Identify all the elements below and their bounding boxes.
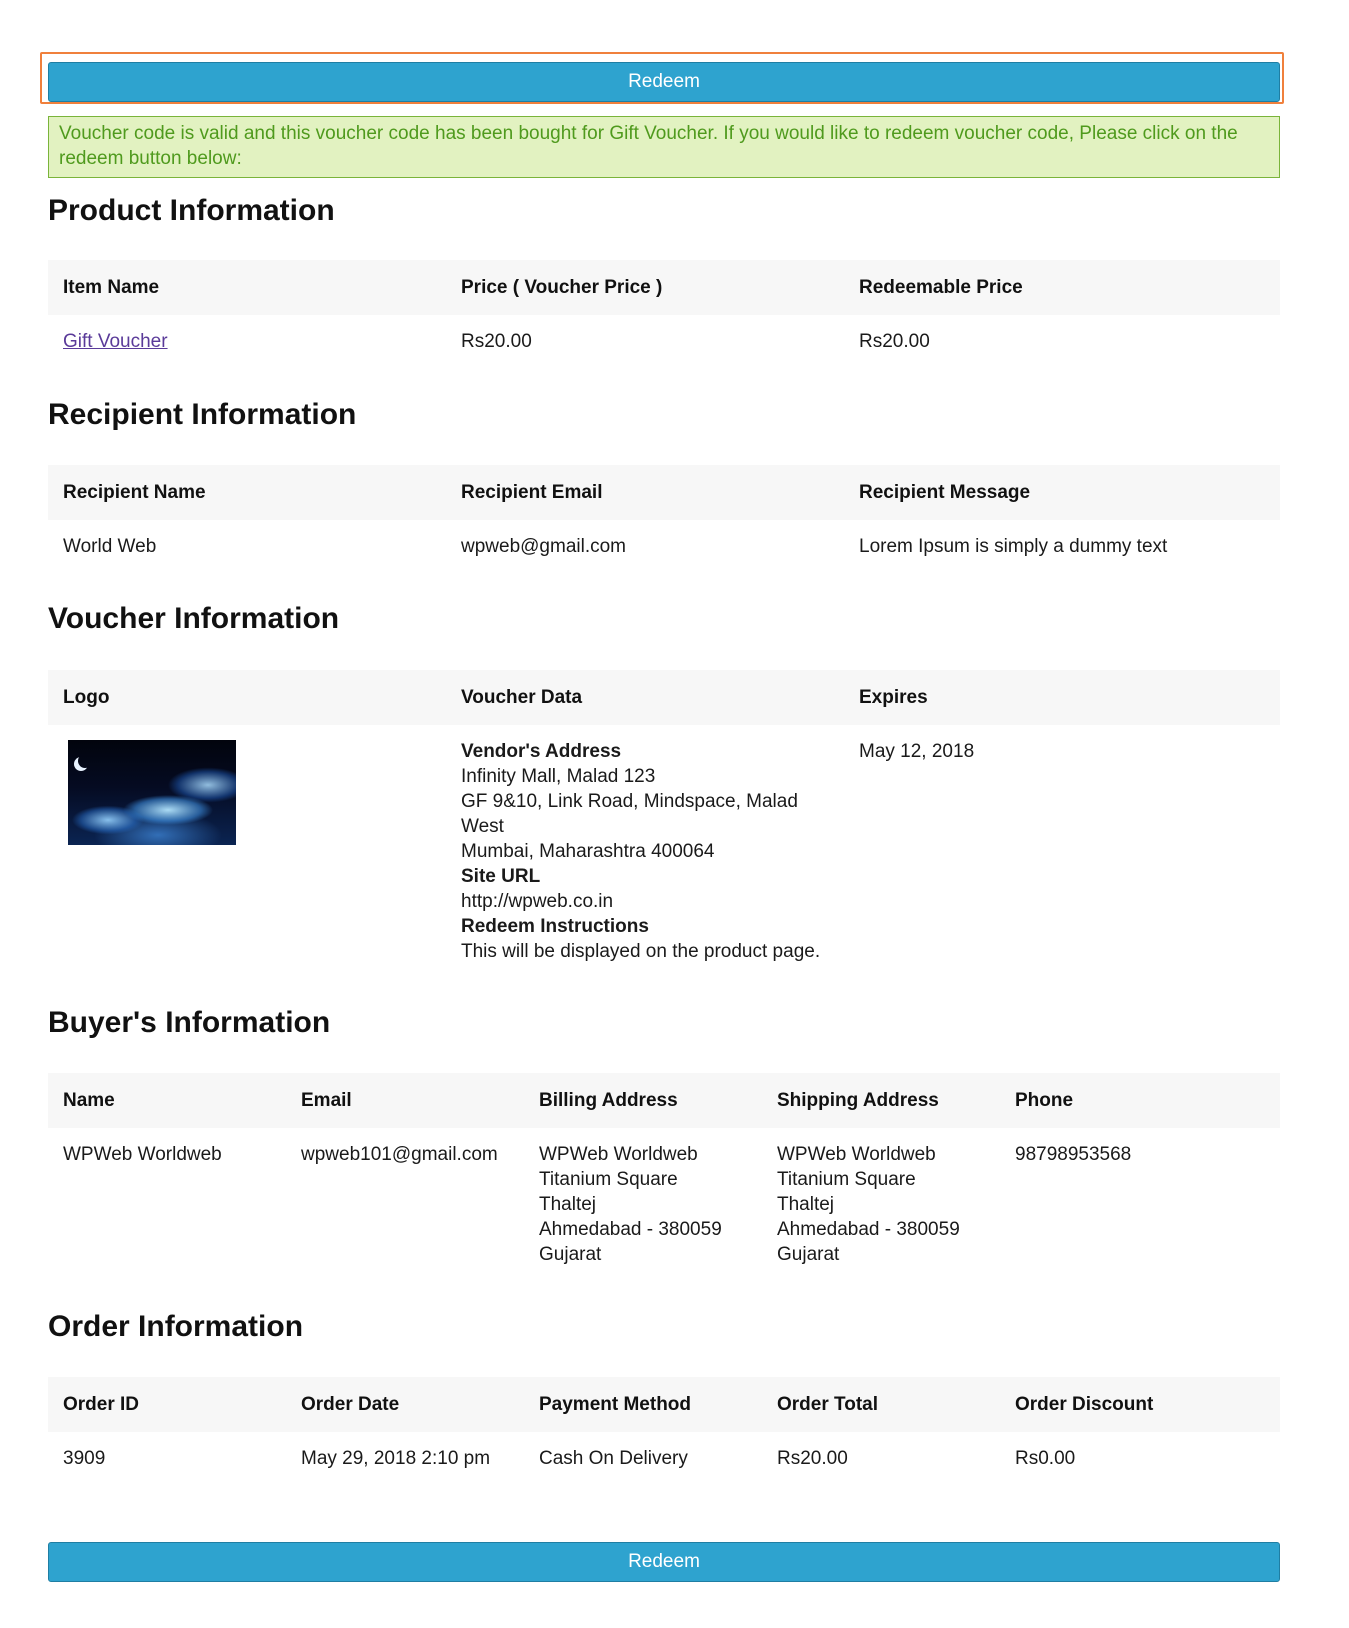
recipient-info-table	[48, 465, 1280, 575]
gift-voucher-link[interactable]: Gift Voucher	[63, 331, 168, 352]
column-header: Phone	[1000, 1073, 1280, 1128]
product-info-heading: Product Information	[48, 194, 335, 227]
column-header: Order Total	[762, 1377, 1000, 1432]
redeem-button-top[interactable]: Redeem	[48, 62, 1280, 102]
recipient-name: World Web	[63, 536, 157, 557]
payment-method: Cash On Delivery	[539, 1448, 688, 1469]
redeem-instructions: This will be displayed on the product page.	[461, 941, 821, 962]
table-row	[48, 520, 1280, 575]
column-header: Shipping Address	[762, 1073, 1000, 1128]
column-header: Order Discount	[1000, 1377, 1280, 1432]
column-header: Recipient Name	[48, 465, 446, 520]
buyer-info-heading: Buyer's Information	[48, 1006, 331, 1039]
buyer-info-table	[48, 1073, 1280, 1267]
column-header: Recipient Email	[446, 465, 844, 520]
table-header-row	[48, 670, 1280, 725]
table-row	[48, 725, 1280, 964]
table-header-row	[48, 1073, 1280, 1128]
order-info-heading: Order Information	[48, 1310, 304, 1343]
column-header: Voucher Data	[446, 670, 844, 725]
column-header: Expires	[844, 670, 1280, 725]
redeem-button-bottom[interactable]: Redeem	[48, 1542, 1280, 1582]
vendor-address-line: Mumbai, Maharashtra 400064	[461, 841, 715, 862]
address-line: Thaltej	[539, 1194, 597, 1215]
recipient-info-heading: Recipient Information	[48, 398, 357, 431]
voucher-info-heading: Voucher Information	[48, 602, 340, 635]
column-header: Item Name	[48, 260, 446, 315]
address-line: Titanium Square	[777, 1169, 916, 1190]
table-row	[48, 1432, 1280, 1487]
column-header: Payment Method	[524, 1377, 762, 1432]
column-header: Logo	[48, 670, 446, 725]
voucher-expires: May 12, 2018	[859, 741, 975, 762]
order-total: Rs20.00	[777, 1448, 848, 1469]
address-line: WPWeb Worldweb	[777, 1144, 936, 1165]
table-row	[48, 1128, 1280, 1267]
address-line: Thaltej	[777, 1194, 835, 1215]
voucher-info-table	[48, 670, 1280, 964]
address-line: Gujarat	[539, 1244, 602, 1265]
table-header-row	[48, 260, 1280, 315]
moon-icon	[78, 754, 92, 768]
voucher-price: Rs20.00	[461, 331, 532, 352]
table-header-row	[48, 465, 1280, 520]
column-header: Recipient Message	[844, 465, 1280, 520]
product-info-table	[48, 260, 1280, 370]
redeemable-price: Rs20.00	[859, 331, 930, 352]
address-line: Ahmedabad - 380059	[539, 1219, 722, 1240]
order-info-table	[48, 1377, 1280, 1487]
column-header: Name	[48, 1073, 286, 1128]
buyer-phone: 98798953568	[1015, 1144, 1132, 1165]
voucher-data	[446, 725, 844, 964]
shipping-address	[762, 1128, 1000, 1267]
success-notice: Voucher code is valid and this voucher code has been bought for Gift Voucher. If you would like to redeem voucher code, Please click on the redeem button below:	[48, 116, 1280, 178]
order-id: 3909	[63, 1448, 106, 1469]
site-url: http://wpweb.co.in	[461, 891, 614, 912]
column-header: Email	[286, 1073, 524, 1128]
order-discount: Rs0.00	[1015, 1448, 1076, 1469]
buyer-name: WPWeb Worldweb	[63, 1144, 222, 1165]
vendor-address-line: Infinity Mall, Malad 123	[461, 766, 656, 787]
column-header: Redeemable Price	[844, 260, 1280, 315]
site-url-label: Site URL	[461, 866, 541, 887]
column-header: Billing Address	[524, 1073, 762, 1128]
table-header-row	[48, 1377, 1280, 1432]
redeem-instructions-label: Redeem Instructions	[461, 916, 649, 937]
buyer-email: wpweb101@gmail.com	[301, 1144, 498, 1165]
address-line: Gujarat	[777, 1244, 840, 1265]
column-header: Order ID	[48, 1377, 286, 1432]
address-line: Titanium Square	[539, 1169, 678, 1190]
address-line: WPWeb Worldweb	[539, 1144, 698, 1165]
recipient-email: wpweb@gmail.com	[461, 536, 627, 557]
vendor-address-line: GF 9&10, Link Road, Mindspace, Malad West	[461, 791, 798, 837]
column-header: Order Date	[286, 1377, 524, 1432]
billing-address	[524, 1128, 762, 1267]
recipient-message: Lorem Ipsum is simply a dummy text	[859, 536, 1168, 557]
table-row	[48, 315, 1280, 370]
order-date: May 29, 2018 2:10 pm	[301, 1448, 491, 1469]
column-header: Price ( Voucher Price )	[446, 260, 844, 315]
address-line: Ahmedabad - 380059	[777, 1219, 960, 1240]
vendor-address-label: Vendor's Address	[461, 741, 622, 762]
voucher-logo-image	[68, 740, 236, 845]
